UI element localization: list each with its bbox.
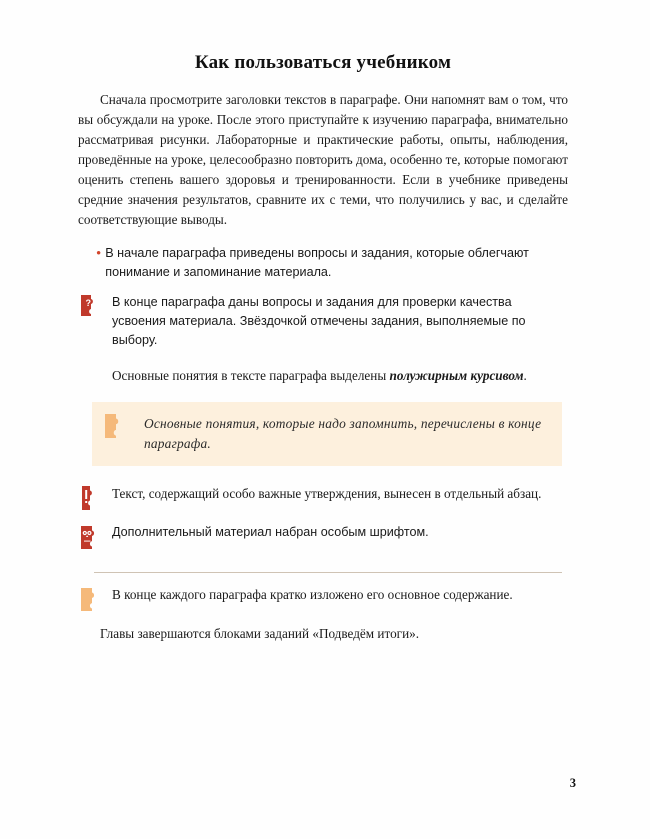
callout-box (92, 402, 562, 466)
puzzle-question-icon (78, 293, 112, 318)
note-row (78, 585, 568, 612)
note-row (78, 484, 568, 511)
note-label: Текст, содержащий особо важные утверждения, вынесен в отдельный абзац. (112, 485, 542, 501)
puzzle-exclamation-icon (78, 484, 112, 511)
closing-paragraph: Главы завершаются блоками заданий «Подведём итоги». (100, 625, 420, 641)
puzzle-light-icon (102, 412, 128, 440)
divider (94, 572, 562, 573)
puzzle-owl-icon (78, 523, 112, 550)
key-concepts-text-before: Основные понятия в тексте параграфа выделены (112, 367, 390, 383)
page-content (78, 52, 568, 644)
list-item-label: В начале параграфа приведены вопросы и задания, которые облегчают понимание и запоминание материала. (105, 246, 529, 279)
note-label: В конце каждого параграфа кратко изложено его основное содержание. (112, 586, 513, 602)
callout-text: Основные понятия, которые надо запомнить, перечислены в конце параграфа. (144, 415, 542, 451)
bullet-dot-icon: • (96, 246, 102, 263)
page-number: 3 (569, 776, 576, 790)
intro-paragraph: Сначала просмотрите заголовки текстов в параграфе. Они напомнят вам о том, что вы обсуждали на уроке. После этого приступайте к изучению параграфа, внимательно рассматривая рисунки. Лабораторные и практические работы, опыты, наблюдения, проведённые на уроке, целесообразно повторить дома, особенно те, которые помогают оценить степень вашего здоровья и тренированности. Если в учебнике приведены средние значения результатов, сравните их с теми, что получились у вас, и сделайте соответствующие выводы. (78, 92, 568, 228)
note-label: Дополнительный материал набран особым шрифтом. (112, 524, 429, 539)
key-concepts-paragraph (112, 366, 568, 386)
note-row (78, 523, 568, 550)
list-item (78, 293, 568, 350)
page-title: Как пользоваться учебником (194, 52, 452, 73)
key-concepts-emphasis: полужирным курсивом (389, 367, 524, 383)
puzzle-light-icon (78, 585, 112, 612)
list-item (96, 244, 558, 281)
key-concepts-text-after: . (523, 367, 527, 383)
list-item-label: В конце параграфа даны вопросы и задания для проверки качества усвоения материала. Звёздочкой отмечены задания, выполняемые по выбору. (112, 295, 526, 347)
svg-text:?: ? (85, 298, 91, 309)
